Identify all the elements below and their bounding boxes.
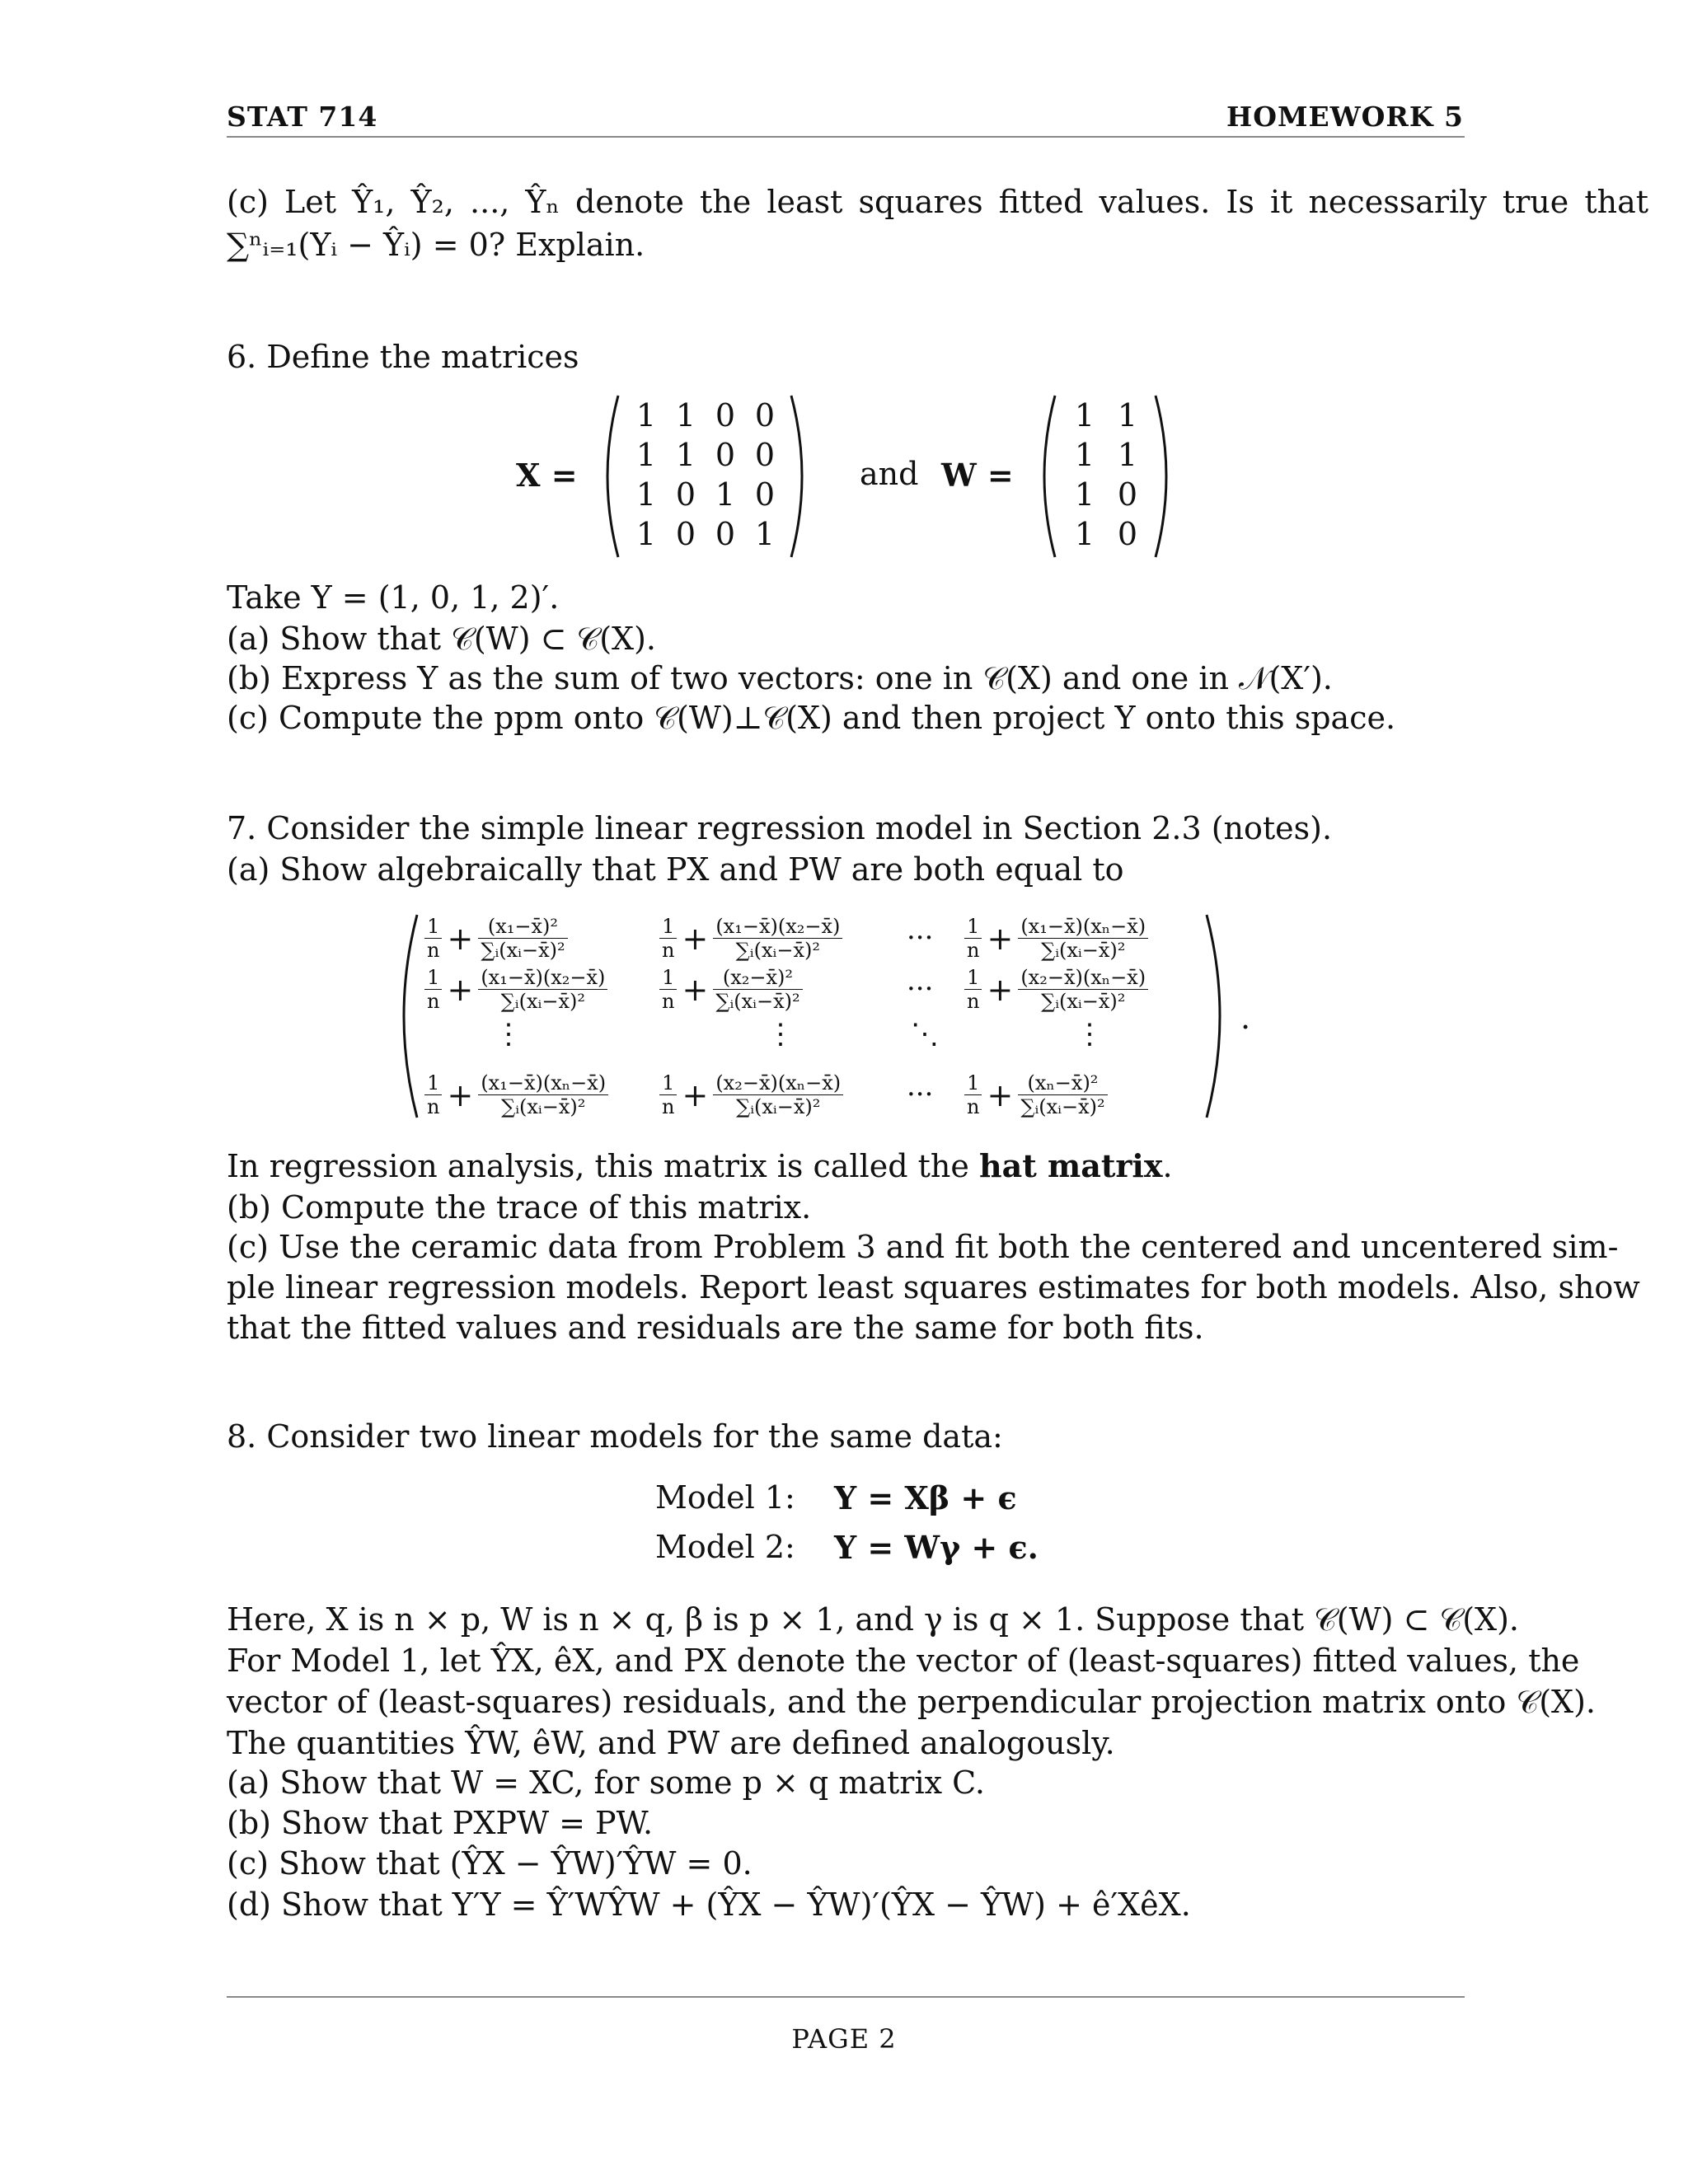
x-matrix-label: X = xyxy=(516,457,578,494)
hat-line-post: . xyxy=(1162,1148,1173,1184)
p7-intro: 7. Consider the simple linear regression model in Section 2.3 (notes). xyxy=(227,810,1333,846)
hat-line-bold: hat matrix xyxy=(978,1147,1163,1184)
w-matrix-entry-3-0: 1 xyxy=(1074,516,1095,552)
hat-matrix-entry-2-1 xyxy=(659,1071,843,1118)
x-matrix-entry-0-0: 1 xyxy=(635,397,657,434)
deviation-fraction: $\frac{\text{(xₙ−x̄)²}}{\text{∑ᵢ(xᵢ−x̄)²}}$ xyxy=(1018,1071,1107,1118)
one-over-n: $\frac{1}{n}$ xyxy=(424,966,442,1013)
p8-line4: The quantities ŶW, êW, and PW are defined analogously. xyxy=(227,1725,1115,1761)
one-over-n: $\frac{1}{n}$ xyxy=(659,1071,677,1118)
plus-sign: + xyxy=(447,1076,474,1113)
p6-take: Take Y = (1, 0, 1, 2)′. xyxy=(227,579,560,616)
hat-matrix-hdots-0: ··· xyxy=(907,921,934,954)
p8-line3: vector of (least-squares) residuals, and the perpendicular projection matrix onto 𝒞(X). xyxy=(227,1684,1596,1720)
one-over-n: $\frac{1}{n}$ xyxy=(659,966,677,1013)
p5c-line1: (c) Let Ŷ₁, Ŷ₂, ..., Ŷₙ denote the least squares fitted values. Is it necessarily true that xyxy=(227,184,1649,220)
w-matrix-left-paren xyxy=(1030,394,1058,559)
p8-line1: Here, X is n × p, W is n × q, β is p × 1, and γ is q × 1. Suppose that 𝒞(W) ⊂ 𝒞(X). xyxy=(227,1601,1519,1638)
plus-sign: + xyxy=(682,1076,709,1113)
deviation-fraction: $\frac{\text{(x₂−x̄)(xₙ−x̄)}}{\text{∑ᵢ(xᵢ−x̄)²}}$ xyxy=(713,1071,843,1118)
plus-sign: + xyxy=(447,920,474,957)
p8-part-a: (a) Show that W = XC, for some p × q matrix C. xyxy=(227,1765,985,1801)
hat-matrix-entry-1-2 xyxy=(964,966,1148,1013)
p8-part-d: (d) Show that Y′Y = Ŷ′WŶW + (ŶX − ŶW)′(ŶX − ŶW) + ê′XêX. xyxy=(227,1886,1191,1923)
x-matrix-entry-3-3: 1 xyxy=(754,516,776,552)
w-matrix-entry-0-1: 1 xyxy=(1117,397,1138,434)
p6-intro: 6. Define the matrices xyxy=(227,339,579,375)
plus-sign: + xyxy=(987,1076,1014,1113)
hat-matrix-left-paren xyxy=(387,913,420,1119)
hat-matrix-ddots: ⋱ xyxy=(911,1018,939,1051)
one-over-n: $\frac{1}{n}$ xyxy=(424,1071,442,1118)
one-over-n: $\frac{1}{n}$ xyxy=(964,915,982,962)
x-matrix-entry-2-2: 1 xyxy=(715,476,736,513)
w-matrix-label: W = xyxy=(941,457,1014,494)
one-over-n: $\frac{1}{n}$ xyxy=(964,966,982,1013)
page-number: PAGE 2 xyxy=(791,2023,897,2055)
hat-matrix-entry-2-2 xyxy=(964,1071,1108,1118)
w-matrix-entry-1-1: 1 xyxy=(1117,437,1138,473)
hat-matrix-vdots-1: ⋮ xyxy=(767,1018,795,1051)
p5c-line2: ∑ⁿᵢ₌₁(Yᵢ − Ŷᵢ) = 0? Explain. xyxy=(227,227,645,263)
w-matrix-entry-2-0: 1 xyxy=(1074,476,1095,513)
model1-label: Model 1: xyxy=(655,1479,795,1516)
deviation-fraction: $\frac{\text{(x₂−x̄)(xₙ−x̄)}}{\text{∑ᵢ(xᵢ−x̄)²}}$ xyxy=(1018,966,1148,1013)
and-word: and xyxy=(860,456,919,492)
w-matrix-entry-1-0: 1 xyxy=(1074,437,1095,473)
plus-sign: + xyxy=(987,920,1014,957)
x-matrix-entry-0-2: 0 xyxy=(715,397,736,434)
hat-matrix-entry-0-2 xyxy=(964,915,1148,962)
hat-matrix-entry-1-1 xyxy=(659,966,803,1013)
x-matrix-entry-0-1: 1 xyxy=(675,397,696,434)
x-matrix-entry-3-0: 1 xyxy=(635,516,657,552)
footer-rule xyxy=(227,1996,1465,1998)
hat-matrix-hdots-1: ··· xyxy=(907,972,934,1005)
hat-matrix-vdots-2: ⋮ xyxy=(1076,1018,1104,1051)
hat-matrix-hdots-2: ··· xyxy=(907,1078,934,1111)
deviation-fraction: $\frac{\text{(x₁−x̄)(x₂−x̄)}}{\text{∑ᵢ(xᵢ−x̄)²}}$ xyxy=(713,915,842,962)
p6-part-c: (c) Compute the ppm onto 𝒞(W)⊥𝒞(X) and then project Y onto this space. xyxy=(227,700,1396,736)
deviation-fraction: $\frac{\text{(x₁−x̄)²}}{\text{∑ᵢ(xᵢ−x̄)²}}$ xyxy=(478,915,567,962)
plus-sign: + xyxy=(682,971,709,1008)
x-matrix-left-paren xyxy=(593,394,621,559)
p8-intro: 8. Consider two linear models for the same data: xyxy=(227,1418,1003,1455)
x-matrix xyxy=(626,396,785,554)
p7-part-c-line1: (c) Use the ceramic data from Problem 3 and fit both the centered and uncentered sim- xyxy=(227,1229,1619,1265)
hat-matrix-entry-0-1 xyxy=(659,915,842,962)
deviation-fraction: $\frac{\text{(x₂−x̄)²}}{\text{∑ᵢ(xᵢ−x̄)²}}$ xyxy=(713,966,802,1013)
plus-sign: + xyxy=(682,920,709,957)
p7-part-b: (b) Compute the trace of this matrix. xyxy=(227,1189,812,1226)
hat-matrix-vdots-0: ⋮ xyxy=(495,1018,523,1051)
p6-part-a: (a) Show that 𝒞(W) ⊂ 𝒞(X). xyxy=(227,621,657,657)
p7-part-a: (a) Show algebraically that PX and PW are both equal to xyxy=(227,851,1124,888)
p7-part-c-line3: that the fitted values and residuals are the same for both fits. xyxy=(227,1310,1204,1346)
hat-matrix-entry-1-0 xyxy=(424,966,607,1013)
one-over-n: $\frac{1}{n}$ xyxy=(424,915,442,962)
x-matrix-entry-1-0: 1 xyxy=(635,437,657,473)
w-matrix-right-paren xyxy=(1152,394,1180,559)
plus-sign: + xyxy=(447,971,474,1008)
x-matrix-entry-1-3: 0 xyxy=(754,437,776,473)
x-matrix-entry-0-3: 0 xyxy=(754,397,776,434)
model2-equation: Y = Wγ + ϵ. xyxy=(834,1529,1039,1566)
p7-part-c-line2: ple linear regression models. Report least squares estimates for both models. Also, show xyxy=(227,1269,1640,1305)
p8-part-b: (b) Show that PXPW = PW. xyxy=(227,1805,654,1841)
x-matrix-entry-3-1: 0 xyxy=(675,516,696,552)
x-matrix-right-paren xyxy=(788,394,816,559)
header-rule xyxy=(227,136,1465,138)
w-matrix-entry-2-1: 0 xyxy=(1117,476,1138,513)
deviation-fraction: $\frac{\text{(x₁−x̄)(xₙ−x̄)}}{\text{∑ᵢ(xᵢ−x̄)²}}$ xyxy=(478,1071,608,1118)
hat-matrix-entry-0-0 xyxy=(424,915,568,962)
hat-matrix-right-paren xyxy=(1203,913,1236,1119)
x-matrix-entry-1-1: 1 xyxy=(675,437,696,473)
deviation-fraction: $\frac{\text{(x₁−x̄)(x₂−x̄)}}{\text{∑ᵢ(xᵢ−x̄)²}}$ xyxy=(478,966,607,1013)
p6-part-b: (b) Express Y as the sum of two vectors: one in 𝒞(X) and one in 𝒩(X′). xyxy=(227,660,1333,696)
one-over-n: $\frac{1}{n}$ xyxy=(964,1071,982,1118)
x-matrix-entry-3-2: 0 xyxy=(715,516,736,552)
header-left: STAT 714 xyxy=(227,101,378,133)
x-matrix-entry-2-3: 0 xyxy=(754,476,776,513)
model1-equation: Y = Xβ + ϵ xyxy=(834,1479,1017,1516)
hat-matrix-entry-2-0 xyxy=(424,1071,608,1118)
p8-part-c: (c) Show that (ŶX − ŶW)′ŶW = 0. xyxy=(227,1845,753,1882)
x-matrix-entry-1-2: 0 xyxy=(715,437,736,473)
hat-line-pre: In regression analysis, this matrix is called the xyxy=(227,1148,969,1184)
deviation-fraction: $\frac{\text{(x₁−x̄)(xₙ−x̄)}}{\text{∑ᵢ(xᵢ−x̄)²}}$ xyxy=(1018,915,1148,962)
w-matrix-entry-0-0: 1 xyxy=(1074,397,1095,434)
p8-line2: For Model 1, let ŶX, êX, and PX denote the vector of (least-squares) fitted values, the xyxy=(227,1643,1580,1679)
w-matrix-entry-3-1: 0 xyxy=(1117,516,1138,552)
header-right: HOMEWORK 5 xyxy=(1226,101,1464,133)
hat-matrix-period: . xyxy=(1240,1000,1251,1036)
one-over-n: $\frac{1}{n}$ xyxy=(659,915,677,962)
plus-sign: + xyxy=(987,971,1014,1008)
p7-hat-line xyxy=(227,1146,1173,1187)
model2-label: Model 2: xyxy=(655,1529,795,1565)
x-matrix-entry-2-1: 0 xyxy=(675,476,696,513)
x-matrix-entry-2-0: 1 xyxy=(635,476,657,513)
w-matrix xyxy=(1063,396,1149,554)
